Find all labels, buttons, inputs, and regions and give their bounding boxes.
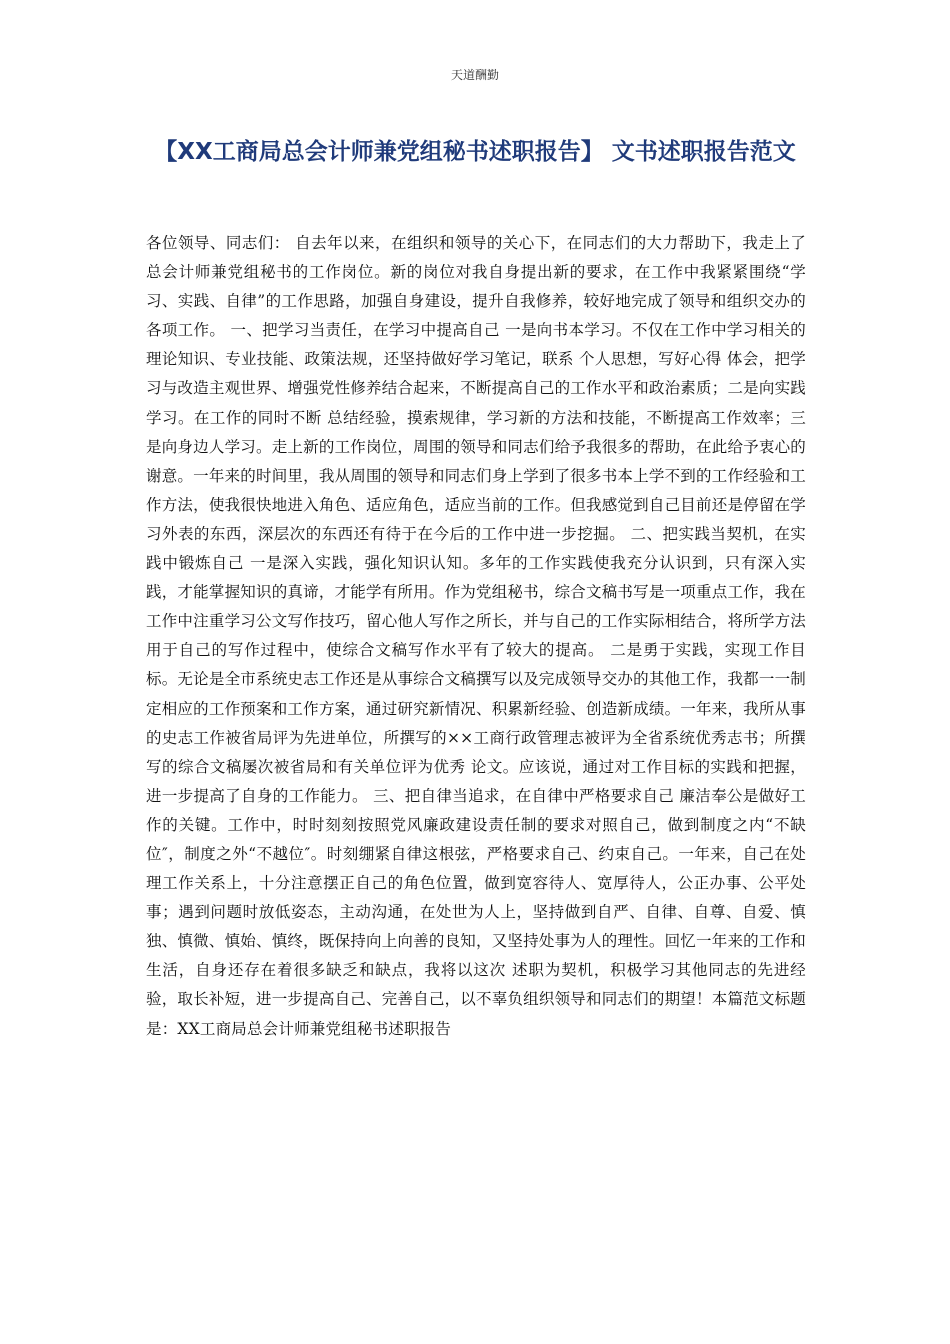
document-title: 【XX工商局总会计师兼党组秘书述职报告】 文书述职报告范文: [154, 139, 796, 165]
document-body: 各位领导、同志们： 自去年以来，在组织和领导的关心下，在同志们的大力帮助下，我走上了总会计师兼党组秘书的工作岗位。新的岗位对我自身提出新的要求，在工作中我紧紧围绕“学习、实践、自律”的工作思路，加强自身建设，提升自我修养，较好地完成了领导和组织交办的各项工作。 一、把学习当责任，在学习中提高自己 一是向书本学习。不仅在工作中学习相关的理论知识、专业技能、政策法规，还坚持做好学习笔记，联系 个人思想，写好心得 体会，把学习与改造主观世界、增强党性修养结合起来，不断提高自己的工作水平和政治素质；二是向实践学习。在工作的同时不断 总结经验，摸索规律，学习新的方法和技能，不断提高工作效率；三是向身边人学习。走上新的工作岗位，周围的领导和同志们给予我很多的帮助，在此给予衷心的谢意。一年来的时间里，我从周围的领导和同志们身上学到了很多书本上学不到的工作经验和工作方法，使我很快地进入角色、适应角色，适应当前的工作。但我感觉到自己目前还是停留在学习外表的东西，深层次的东西还有待于在今后的工作中进一步挖掘。 二、把实践当契机，在实践中锻炼自己 一是深入实践，强化知识认知。多年的工作实践使我充分认识到，只有深入实践，才能掌握知识的真谛，才能学有所用。作为党组秘书，综合文稿书写是一项重点工作，我在工作中注重学习公文写作技巧，留心他人写作之所长，并与自己的工作实际相结合，将所学方法用于自己的写作过程中，使综合文稿写作水平有了较大的提高。 二是勇于实践，实现工作目标。无论是全市系统史志工作还是从事综合文稿撰写以及完成领导交办的其他工作，我都一一制定相应的工作预案和工作方案，通过研究新情况、积累新经验、创造新成绩。一年来，我所从事的史志工作被省局评为先进单位，所撰写的××工商行政管理志被评为全省系统优秀志书；所撰写的综合文稿屡次被省局和有关单位评为优秀 论文。应该说，通过对工作目标的实践和把握，进一步提高了自身的工作能力。 三、把自律当追求，在自律中严格要求自己 廉洁奉公是做好工作的关键。工作中，时时刻刻按照党风廉政建设责任制的要求对照自己，做到制度之内“不缺位″，制度之外“不越位″。时刻绷紧自律这根弦，严格要求自己、约束自己。一年来，自己在处理工作关系上，十分注意摆正自己的角色位置，做到宽容待人、宽厚待人，公正办事、公平处事；遇到问题时放低姿态，主动沟通，在处世为人上，坚持做到自严、自律、自尊、自爱、慎独、慎微、慎始、慎终，既保持向上向善的良知，又坚持处事为人的理性。回忆一年来的工作和生活，自身还存在着很多缺乏和缺点，我将以这次 述职为契机，积极学习其他同志的先进经验，取长补短，进一步提高自己、完善自己，以不辜负组织领导和同志们的期望！本篇范文标题是：XX工商局总会计师兼党组秘书述职报告: [146, 234, 806, 1038]
page-header: 天道酬勤: [450, 68, 499, 82]
